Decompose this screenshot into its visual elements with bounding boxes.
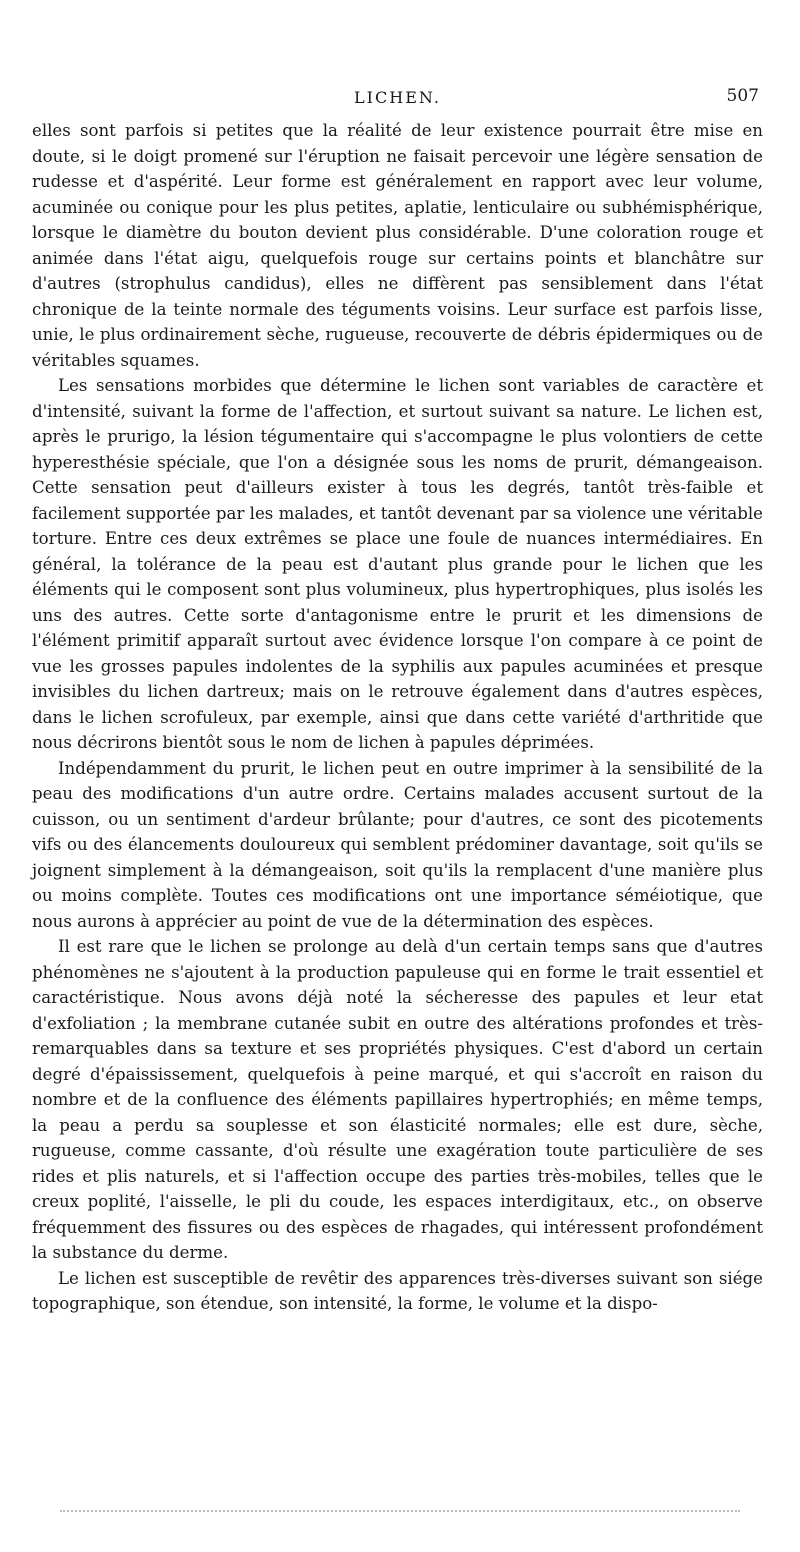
paragraph-apparences: Le lichen est susceptible de revêtir des apparences très-diverses suivant son siége topographique, son étendue, son intensité, la forme, le volume et la dispo- bbox=[32, 1268, 763, 1313]
running-head bbox=[32, 86, 763, 116]
paragraph-sensations: Les sensations morbides que détermine le lichen sont variables de caractère et d'intensité, suivant la forme de l'affection, et surtout suivant sa nature. Le lichen est, après le prurigo, la lésion tégumentaire qui s'accompagne le plus volontiers de cette hyperesthésie spéciale, que l'on a désignée sous les noms de prurit, démangeaison. Cette sensation peut d'ailleurs exister à tous les degrés, tantôt très-faible et facilement supportée par les malades, et tantôt devenant par sa violence une véritable torture. Entre ces deux extrêmes se place une foule de nuances intermédiaires. En général, la tolérance de la peau est d'autant plus grande pour le lichen que les éléments qui le composent sont plus volumineux, plus hypertrophiques, plus isolés les uns des autres. Cette sorte d'antagonisme entre le prurit et les dimensions de l'élément primitif apparaît surtout avec évidence lorsque l'on compare à ce point de vue les grosses papules indolentes de la syphilis aux papules acuminées et presque invisibles du lichen dartreux; mais on le retrouve également dans d'autres espèces, dans le lichen scrofuleux, par exemple, ainsi que dans cette variété d'arthritide que nous décrirons bientôt sous le nom de lichen à papules déprimées. bbox=[32, 376, 763, 752]
footer-rule bbox=[60, 1510, 740, 1512]
body-text bbox=[32, 118, 763, 1317]
paragraph-prurit: Indépendamment du prurit, le lichen peut en outre imprimer à la sensibilité de la peau des modifications d'un autre ordre. Certains malades accusent surtout de la cuisson, ou un sentiment d'ardeur brûlante; pour d'autres, ce sont des picotements vifs ou des élancements douloureux qui semblent prédominer davantage, soit qu'ils se joignent simplement à la démangeaison, soit qu'ils la remplacent d'une manière plus ou moins complète. Toutes ces modifications ont une importance séméiotique, que nous aurons à apprécier au point de vue de la détermination des espèces. bbox=[32, 758, 763, 931]
paragraph-continuation: elles sont parfois si petites que la réalité de leur existence pourrait être mise en doute, si le doigt promené sur l'éruption ne faisait percevoir une légère sensation de rudesse et d'aspérité. Leur forme est généralement en rapport avec leur volume, acuminée ou conique pour les plus petites, aplatie, lenticulaire ou subhémisphérique, lorsque le diamètre du bouton devient plus considérable. D'une coloration rouge et animée dans l'état aigu, quelquefois rouge sur certains points et blanchâtre sur d'autres (strophulus candidus), elles ne diffèrent pas sensiblement dans l'état chronique de la teinte normale des téguments voisins. Leur surface est parfois lisse, unie, le plus ordinairement sèche, rugueuse, recouverte de débris épidermiques ou de véritables squames. bbox=[32, 121, 763, 370]
running-title: LICHEN. bbox=[354, 88, 441, 107]
page bbox=[32, 86, 763, 1317]
page-number: 507 bbox=[726, 86, 759, 106]
paragraph-alterations: Il est rare que le lichen se prolonge au delà d'un certain temps sans que d'autres phénomènes ne s'ajoutent à la production papuleuse qui en forme le trait essentiel et caractéristique. Nous avons déjà noté la sécheresse des papules et leur etat d'exfoliation ; la membrane cutanée subit en outre des altérations profondes et très-remarquables dans sa texture et ses propriétés physiques. C'est d'abord un certain degré d'épaississement, quelquefois à peine marqué, et qui s'accroît en raison du nombre et de la confluence des éléments papillaires hypertrophiés; en même temps, la peau a perdu sa souplesse et son élasticité normales; elle est dure, sèche, rugueuse, comme cassante, d'où résulte une exagération toute particulière de ses rides et plis naturels, et si l'affection occupe des parties très-mobiles, telles que le creux poplité, l'aisselle, le pli du coude, les espaces interdigitaux, etc., on observe fréquemment des fissures ou des espèces de rhagades, qui intéressent profondément la substance du derme. bbox=[32, 937, 763, 1262]
